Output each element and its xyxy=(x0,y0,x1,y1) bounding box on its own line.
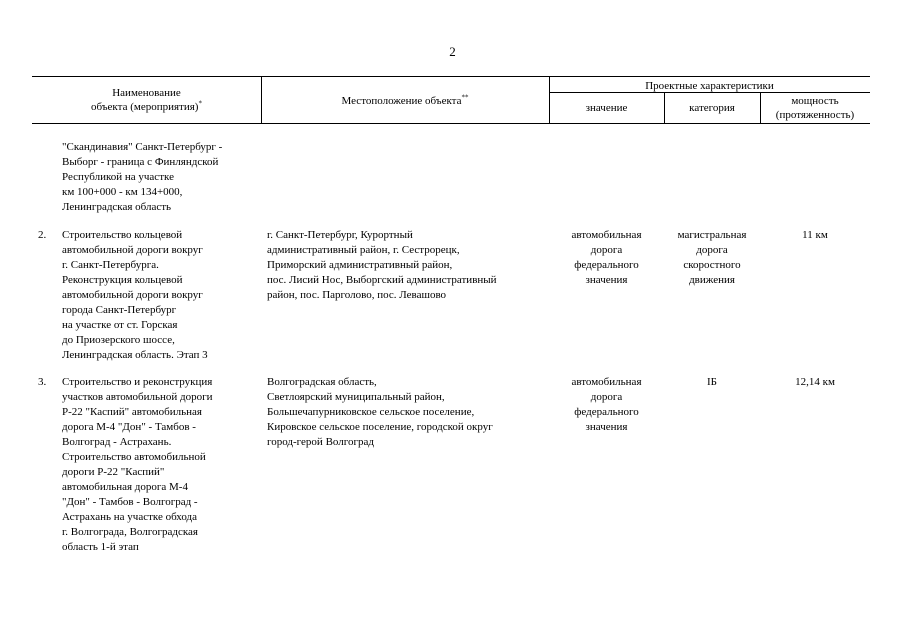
row-3-location-line: Светлоярский муниципальный район, xyxy=(267,391,445,403)
row-3-value-line: значения xyxy=(585,421,628,433)
row-2-capacity: 11 км xyxy=(802,229,828,241)
header-name-line-2 xyxy=(32,100,261,114)
row-3-name-line: Строительство и реконструкция xyxy=(62,376,213,388)
row-3-category xyxy=(664,375,760,390)
row-3-location-line: Большечапурниковское сельское поселение, xyxy=(267,406,475,418)
row-2-location-line: пос. Лисий Нос, Выборгский административный xyxy=(267,274,497,286)
row-3-name-line: область 1-й этап xyxy=(62,541,139,553)
page-number: 2 xyxy=(449,44,456,59)
row-3-name-line: г. Волгограда, Волгоградская xyxy=(62,526,198,538)
row-2-name-line: на участке от ст. Горская xyxy=(62,319,178,331)
row-3-location-line: город-герой Волгоград xyxy=(267,436,374,448)
row-2-number: 2. xyxy=(38,229,47,241)
header-location-text: Местоположение объекта xyxy=(341,95,462,107)
row-2-name-line: г. Санкт-Петербурга. xyxy=(62,259,159,271)
row-2-location xyxy=(267,228,497,303)
row-3-name-line: дорога М-4 "Дон" - Тамбов - xyxy=(62,421,196,433)
header-capacity-line-2: (протяженность) xyxy=(775,109,855,121)
row-3-name xyxy=(62,375,213,555)
row-3-name-line: "Дон" - Тамбов - Волгоград - xyxy=(62,496,198,508)
header-location xyxy=(261,94,549,108)
row-3-name-line: автомобильная дорога М-4 xyxy=(62,481,188,493)
row-3-location xyxy=(267,375,493,450)
row-3-value-line: автомобильная xyxy=(571,376,642,388)
row-3-name-line: Строительство автомобильной xyxy=(62,451,206,463)
row-2-name-line: Строительство кольцевой xyxy=(62,229,183,241)
row-1-name-line: Республикой на участке xyxy=(62,171,174,183)
row-2-location-line: Приморский административный район, xyxy=(267,259,453,271)
header-name xyxy=(32,86,261,114)
row-2-name-line: города Санкт-Петербург xyxy=(62,304,177,316)
row-2-location-line: административный район, г. Сестрорецк, xyxy=(267,244,460,256)
header-value: значение xyxy=(585,102,628,114)
header-capacity-line-1: мощность xyxy=(791,95,839,107)
row-2-name xyxy=(62,228,208,363)
row-2-name-line: автомобильной дороги вокруг xyxy=(62,244,203,256)
row-3-location-line: Кировское сельское поселение, городской округ xyxy=(267,421,493,433)
header-name-note: * xyxy=(198,99,202,108)
header-capacity xyxy=(760,94,870,122)
row-2-category-line: скоростного xyxy=(683,259,741,271)
row-3-value-line: федерального xyxy=(574,406,639,418)
row-2-value-line: федерального xyxy=(574,259,639,271)
row-1-name-line: Выборг - граница с Финляндской xyxy=(62,156,219,168)
row-3-location-line: Волгоградская область, xyxy=(267,376,377,388)
row-2-location-line: г. Санкт-Петербург, Курортный xyxy=(267,229,413,241)
row-3-capacity: 12,14 км xyxy=(795,376,835,388)
row-3-value-line: дорога xyxy=(590,391,623,403)
row-1-name-line: "Скандинавия" Санкт-Петербург - xyxy=(62,141,223,153)
header-project-chars: Проектные характеристики xyxy=(645,80,774,92)
row-2-category xyxy=(664,228,760,288)
row-2-value-line: значения xyxy=(585,274,628,286)
table-top-rule xyxy=(32,76,870,77)
header-location-note: ** xyxy=(461,93,469,102)
row-3-name-line: Р-22 "Каспий" автомобильная xyxy=(62,406,202,418)
row-1-name-line: км 100+000 - км 134+000, xyxy=(62,186,183,198)
row-3-name-line: дороги Р-22 "Каспий" xyxy=(62,466,165,478)
row-2-value-line: автомобильная xyxy=(571,229,642,241)
header-name-line-2-text: объекта (мероприятия) xyxy=(91,101,199,113)
row-2-value xyxy=(549,228,664,288)
row-2-category-line: движения xyxy=(689,274,735,286)
row-3-name-line: участков автомобильной дороги xyxy=(62,391,213,403)
row-3-value xyxy=(549,375,664,435)
row-2-name-line: Ленинградская область. Этап 3 xyxy=(62,349,208,361)
row-2-value-line: дорога xyxy=(590,244,623,256)
row-3-category-line: IБ xyxy=(707,376,717,388)
row-3-name-line: Волгоград - Астрахань. xyxy=(62,436,172,448)
row-1-name-line: Ленинградская область xyxy=(62,201,172,213)
header-name-line-1: Наименование xyxy=(112,87,181,99)
row-3-name-line: Астрахань на участке обхода xyxy=(62,511,198,523)
header-category: категория xyxy=(689,102,735,114)
row-1-name xyxy=(62,140,222,215)
row-2-name-line: автомобильной дороги вокруг xyxy=(62,289,203,301)
row-2-name-line: до Приозерского шоссе, xyxy=(62,334,175,346)
row-2-category-line: магистральная xyxy=(677,229,747,241)
row-2-location-line: район, пос. Парголово, пос. Левашово xyxy=(267,289,447,301)
row-2-category-line: дорога xyxy=(696,244,728,256)
row-2-name-line: Реконструкция кольцевой xyxy=(62,274,183,286)
header-bottom-rule xyxy=(32,123,870,124)
row-3-number: 3. xyxy=(38,376,47,388)
